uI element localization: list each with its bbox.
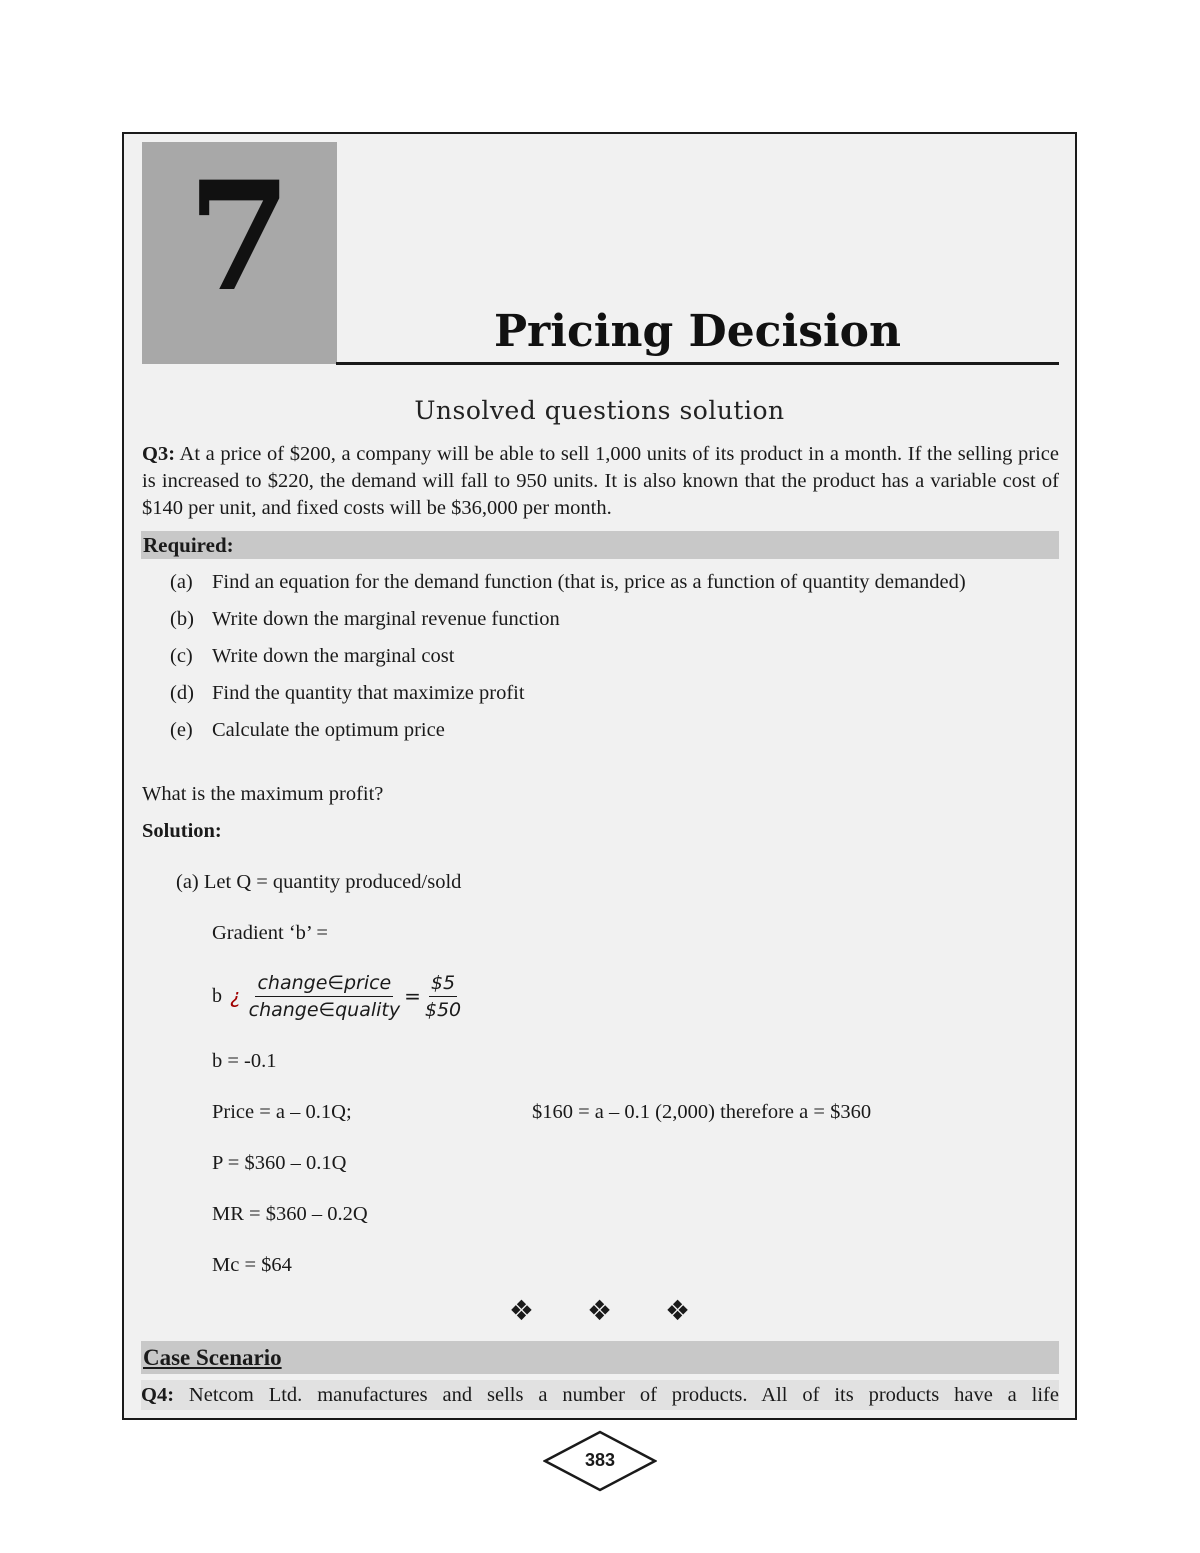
question-3 (142, 441, 1059, 522)
list-item (170, 606, 1030, 632)
list-item-text: Write down the marginal cost (212, 645, 455, 667)
fraction-change (247, 970, 402, 1023)
list-item (170, 569, 1030, 595)
mr-equation: MR = $360 – 0.2Q (212, 1203, 368, 1225)
question-4 (141, 1380, 1059, 1410)
ornament-icon: ❖ (664, 1294, 691, 1327)
chapter-number-box (142, 142, 337, 364)
formula-glyph: ¿ (230, 984, 241, 1008)
question-4-label: Q4: (141, 1384, 175, 1406)
fraction-numerator: change∈price (255, 970, 393, 997)
title-rule (336, 362, 1059, 365)
list-item (170, 643, 1030, 669)
b-value: b = -0.1 (212, 1050, 277, 1072)
fraction-denominator: $50 (424, 998, 462, 1021)
chapter-number: 7 (187, 149, 292, 325)
page-number: 383 (584, 1450, 616, 1470)
question-3-label: Q3: (142, 443, 176, 465)
gradient-formula (212, 966, 463, 1026)
price-equation: Price = a – 0.1Q; (212, 1101, 352, 1123)
question-3-text: At a price of $200, a company will be able to sell 1,000 units of its product in a month. If the selling price is increased to $220, the demand will fall to 950 units. It is also known that the product has a variable cost of $140 per unit, and fixed costs will be $36,000 per month. (142, 443, 1059, 519)
list-item-mark: (d) (170, 682, 194, 704)
list-item-mark: (a) (170, 571, 193, 593)
solution-line-a: (a) Let Q = quantity produced/sold (176, 871, 462, 893)
chapter-title: Pricing Decision (493, 306, 902, 357)
list-item-text: Find the quantity that maximize profit (212, 682, 525, 704)
case-scenario-label: Case Scenario (143, 1345, 282, 1370)
ornament-icon: ❖ (586, 1294, 613, 1327)
fraction-values (423, 970, 463, 1023)
page-frame (122, 132, 1077, 1420)
ornament-icon: ❖ (508, 1294, 535, 1327)
section-divider (124, 1294, 1075, 1327)
gradient-label: Gradient ‘b’ = (212, 922, 328, 944)
price-calculation: $160 = a – 0.1 (2,000) therefore a = $360 (532, 1101, 872, 1123)
list-item-mark: (e) (170, 719, 193, 741)
formula-lhs: b (212, 984, 222, 1007)
section-heading: Unsolved questions solution (414, 396, 785, 425)
question-4-text: Netcom Ltd. manufactures and sells a number of products. All of its products have a life (174, 1384, 1059, 1406)
list-item-text: Write down the marginal revenue function (212, 608, 560, 630)
list-item-text: Calculate the optimum price (212, 719, 445, 741)
fraction-numerator: $5 (429, 970, 457, 997)
list-item-mark: (c) (170, 645, 193, 667)
case-scenario-band (141, 1341, 1059, 1374)
mc-equation: Mc = $64 (212, 1254, 292, 1276)
required-list (170, 569, 1030, 754)
list-item (170, 680, 1030, 706)
equals-sign: = (404, 984, 421, 1008)
list-item-mark: (b) (170, 608, 194, 630)
list-item (170, 717, 1030, 743)
p-equation: P = $360 – 0.1Q (212, 1152, 347, 1174)
solution-label: Solution: (142, 820, 222, 842)
list-item-text: Find an equation for the demand function (that is, price as a function of quantity demanded) (212, 571, 966, 593)
required-band (141, 531, 1059, 559)
extra-question: What is the maximum profit? (142, 783, 384, 805)
required-label: Required: (143, 533, 234, 557)
fraction-denominator: change∈quality (248, 998, 401, 1021)
